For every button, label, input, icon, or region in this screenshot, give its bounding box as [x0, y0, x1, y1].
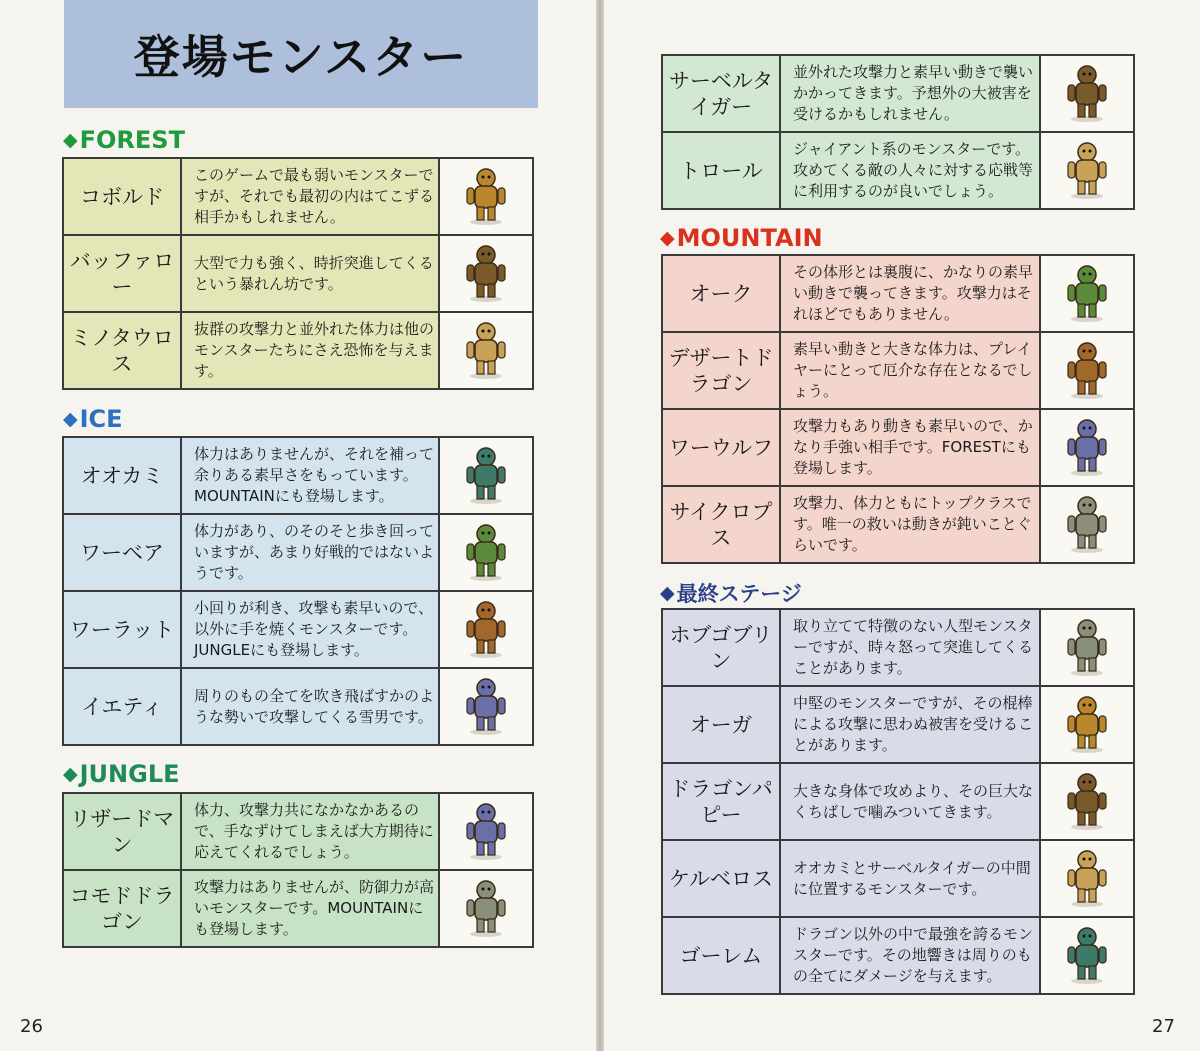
werebear-sprite: [458, 520, 514, 582]
monster-description: 体力があり、のそのそと歩き回っていますが、あまり好戦的ではないようです。: [181, 514, 439, 591]
monster-name: リザードマン: [63, 793, 181, 870]
monster-name: ドラゴンパピー: [662, 763, 780, 840]
monster-image-cell: [1040, 132, 1134, 209]
monster-image-cell: [1040, 332, 1134, 409]
title-banner: [64, 0, 538, 108]
monster-row: [662, 609, 1134, 686]
page-gutter: [596, 0, 604, 1051]
monster-row: [662, 763, 1134, 840]
monster-name: サイクロプス: [662, 486, 780, 563]
monster-description: ドラゴン以外の中で最強を誇るモンスターです。その地響きは周りのもの全てにダメージを与えます。: [780, 917, 1040, 994]
monster-name: イエティ: [63, 668, 181, 745]
diamond-icon: ◆: [63, 408, 78, 430]
komodo-dragon-sprite: [458, 876, 514, 938]
monster-image-cell: [439, 591, 533, 668]
monster-description: 攻撃力もあり動きも素早いので、かなり手強い相手です。FORESTにも登場します。: [780, 409, 1040, 486]
monster-row: [662, 132, 1134, 209]
monster-image-cell: [1040, 686, 1134, 763]
monster-row: [63, 312, 533, 389]
monster-row: [63, 668, 533, 745]
monster-name: ホブゴブリン: [662, 609, 780, 686]
monster-description: 攻撃力、体力ともにトップクラスです。唯一の救いは動きが鈍いことぐらいです。: [780, 486, 1040, 563]
sabertooth-sprite: [1059, 61, 1115, 123]
monster-image-cell: [439, 158, 533, 235]
monster-description: 攻撃力はありませんが、防御力が高いモンスターです。MOUNTAINにも登場します。: [181, 870, 439, 947]
troll-sprite: [1059, 138, 1115, 200]
monster-row: [63, 793, 533, 870]
hobgoblin-sprite: [1059, 615, 1115, 677]
monster-description: オオカミとサーベルタイガーの中間に位置するモンスターです。: [780, 840, 1040, 917]
monster-description: 周りのもの全てを吹き飛ばすかのような勢いで攻撃してくる雪男です。: [181, 668, 439, 745]
monster-name: オーガ: [662, 686, 780, 763]
monster-table-final-stage: [661, 608, 1135, 995]
monster-image-cell: [1040, 255, 1134, 332]
monster-description: 並外れた攻撃力と素早い動きで襲いかかってきます。予想外の大被害を受けるかもしれません。: [780, 55, 1040, 132]
wolf-sprite: [458, 443, 514, 505]
monster-name: サーベルタイガー: [662, 55, 780, 132]
diamond-icon: ◆: [660, 227, 675, 249]
monster-row: [662, 332, 1134, 409]
monster-name: オーク: [662, 255, 780, 332]
monster-name: ワーラット: [63, 591, 181, 668]
section-heading-final-stage: 最終ステージ: [676, 582, 802, 606]
monster-table-jungle: [62, 792, 534, 948]
monster-name: ゴーレム: [662, 917, 780, 994]
orc-sprite: [1059, 261, 1115, 323]
cerberus-sprite: [1059, 846, 1115, 908]
monster-image-cell: [439, 437, 533, 514]
monster-name: ワーウルフ: [662, 409, 780, 486]
buffalo-sprite: [458, 241, 514, 303]
monster-name: デザートドラゴン: [662, 332, 780, 409]
cyclops-sprite: [1059, 492, 1115, 554]
section-mountain: [660, 224, 823, 252]
monster-image-cell: [439, 312, 533, 389]
monster-table-continued: [661, 54, 1135, 210]
monster-name: コモドドラゴン: [63, 870, 181, 947]
section-heading-forest: FOREST: [79, 126, 185, 154]
monster-table-forest: [62, 157, 534, 390]
section-heading-ice: ICE: [79, 405, 123, 433]
monster-row: [63, 235, 533, 312]
monster-description: 抜群の攻撃力と並外れた体力は他のモンスターたちにさえ恐怖を与えます。: [181, 312, 439, 389]
page-number-left: 26: [20, 1016, 43, 1037]
monster-row: [63, 870, 533, 947]
ogre-sprite: [1059, 692, 1115, 754]
monster-description: 大きな身体で攻めより、その巨大なくちばしで噛みついてきます。: [780, 763, 1040, 840]
monster-image-cell: [439, 793, 533, 870]
monster-row: [63, 437, 533, 514]
section-ice: [63, 405, 123, 433]
monster-row: [662, 486, 1134, 563]
monster-name: ケルベロス: [662, 840, 780, 917]
monster-row: [662, 55, 1134, 132]
monster-description: 大型で力も強く、時折突進してくるという暴れん坊です。: [181, 235, 439, 312]
monster-image-cell: [1040, 763, 1134, 840]
section-final-stage: [660, 578, 802, 608]
monster-row: [662, 409, 1134, 486]
wererat-sprite: [458, 597, 514, 659]
monster-name: ミノタウロス: [63, 312, 181, 389]
monster-image-cell: [1040, 55, 1134, 132]
kobold-sprite: [458, 164, 514, 226]
monster-image-cell: [439, 235, 533, 312]
monster-row: [662, 255, 1134, 332]
monster-table-ice: [62, 436, 534, 746]
monster-row: [63, 514, 533, 591]
page-title: 登場モンスター: [133, 30, 469, 84]
monster-row: [63, 158, 533, 235]
monster-image-cell: [1040, 486, 1134, 563]
monster-image-cell: [1040, 840, 1134, 917]
diamond-icon: ◆: [660, 582, 675, 604]
monster-description: 体力はありませんが、それを補って余りある素早さをもっています。MOUNTAINにも登場します。: [181, 437, 439, 514]
page-number-right: 27: [1152, 1016, 1175, 1037]
monster-row: [662, 686, 1134, 763]
dragon-puppy-sprite: [1059, 769, 1115, 831]
monster-description: その体形とは裏腹に、かなりの素早い動きで襲ってきます。攻撃力はそれほどでもありません。: [780, 255, 1040, 332]
diamond-icon: ◆: [63, 129, 78, 151]
werewolf-sprite: [1059, 415, 1115, 477]
monster-description: このゲームで最も弱いモンスターですが、それでも最初の内はてこずる相手かもしれません。: [181, 158, 439, 235]
desert-dragon-sprite: [1059, 338, 1115, 400]
section-forest: [63, 126, 185, 154]
monster-row: [63, 591, 533, 668]
section-heading-jungle: JUNGLE: [79, 760, 180, 788]
lizardman-sprite: [458, 799, 514, 861]
monster-description: 素早い動きと大きな体力は、プレイヤーにとって厄介な存在となるでしょう。: [780, 332, 1040, 409]
monster-row: [662, 840, 1134, 917]
monster-image-cell: [1040, 609, 1134, 686]
monster-image-cell: [439, 870, 533, 947]
monster-name: ワーベア: [63, 514, 181, 591]
monster-name: オオカミ: [63, 437, 181, 514]
monster-description: 中堅のモンスターですが、その棍棒による攻撃に思わぬ被害を受けることがあります。: [780, 686, 1040, 763]
monster-description: 小回りが利き、攻撃も素早いので、以外に手を焼くモンスターです。JUNGLEにも登場します。: [181, 591, 439, 668]
minotaur-sprite: [458, 318, 514, 380]
section-heading-mountain: MOUNTAIN: [676, 224, 823, 252]
monster-image-cell: [439, 514, 533, 591]
monster-row: [662, 917, 1134, 994]
section-jungle: [63, 760, 180, 788]
golem-sprite: [1059, 923, 1115, 985]
monster-name: バッファロー: [63, 235, 181, 312]
monster-description: 取り立てて特徴のない人型モンスターですが、時々怒って突進してくることがあります。: [780, 609, 1040, 686]
monster-description: 体力、攻撃力共になかなかあるので、手なずけてしまえば大方期待に応えてくれるでしょう。: [181, 793, 439, 870]
yeti-sprite: [458, 674, 514, 736]
diamond-icon: ◆: [63, 763, 78, 785]
monster-image-cell: [1040, 409, 1134, 486]
monster-image-cell: [439, 668, 533, 745]
monster-image-cell: [1040, 917, 1134, 994]
monster-description: ジャイアント系のモンスターです。攻めてくる敵の人々に対する応戦等に利用するのが良いでしょう。: [780, 132, 1040, 209]
monster-name: トロール: [662, 132, 780, 209]
monster-table-mountain: [661, 254, 1135, 564]
monster-name: コボルド: [63, 158, 181, 235]
